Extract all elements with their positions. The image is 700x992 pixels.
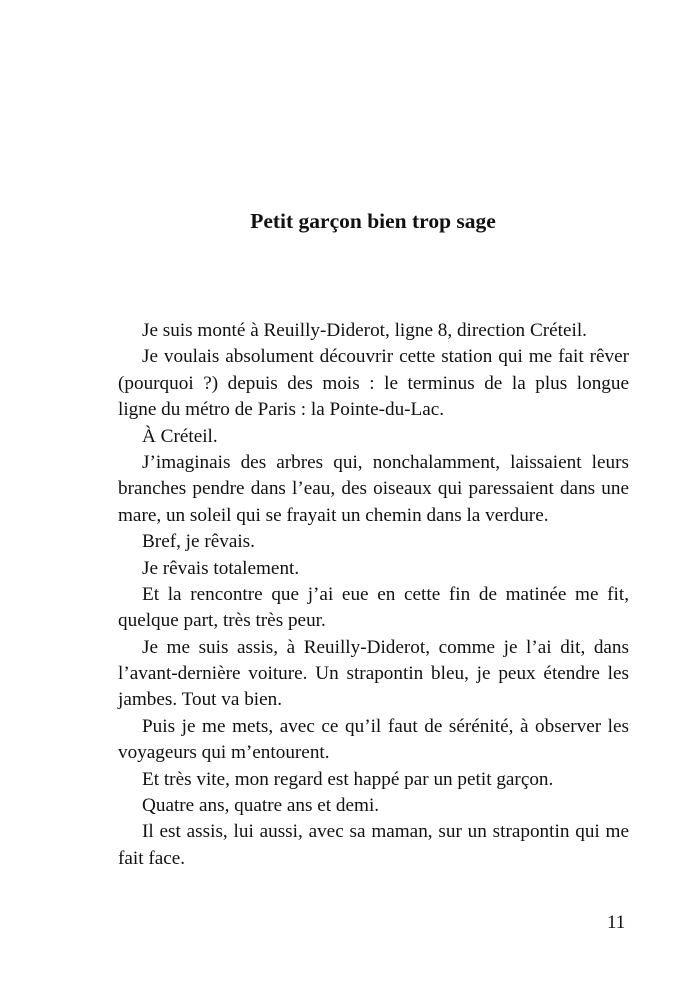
paragraph bbox=[118, 529, 629, 555]
paragraph bbox=[118, 767, 629, 793]
text-line: mare, un soleil qui se frayait un chemin dans la verdure. bbox=[118, 504, 549, 526]
text-line: voyageurs qui m’entourent. bbox=[118, 742, 330, 764]
text-line: Je me suis assis, à Reuilly-Diderot, comme je l’ai dit, dans bbox=[142, 636, 629, 658]
text-line: J’imaginais des arbres qui, nonchalamment, laissaient leurs bbox=[142, 451, 629, 473]
paragraph bbox=[118, 318, 629, 344]
text-line: Je voulais absolument découvrir cette station qui me fait rêver bbox=[142, 346, 629, 368]
chapter-title: Petit garçon bien trop sage bbox=[250, 209, 496, 233]
page-number: 11 bbox=[607, 912, 626, 933]
paragraph bbox=[118, 635, 629, 714]
body-text bbox=[118, 318, 629, 872]
paragraph bbox=[118, 344, 629, 423]
paragraph bbox=[118, 793, 629, 819]
paragraph bbox=[118, 714, 629, 767]
text-line: Et la rencontre que j’ai eue en cette fin de matinée me fit, bbox=[142, 583, 629, 605]
text-line: ligne du métro de Paris : la Pointe-du-Lac. bbox=[118, 399, 445, 421]
paragraph bbox=[118, 450, 629, 529]
paragraph bbox=[118, 556, 629, 582]
paragraph bbox=[118, 582, 629, 635]
text-line: Je suis monté à Reuilly-Diderot, ligne 8, direction Créteil. bbox=[142, 320, 587, 341]
text-line: l’avant-dernière voiture. Un strapontin bleu, je peux étendre les bbox=[118, 663, 629, 685]
text-line: Puis je me mets, avec ce qu’il faut de sérénité, à observer les bbox=[142, 715, 629, 737]
text-line: (pourquoi ?) depuis des mois : le terminus de la plus longue bbox=[118, 372, 629, 394]
text-line: Il est assis, lui aussi, avec sa maman, sur un strapontin qui me bbox=[142, 821, 629, 843]
text-line: Bref, je rêvais. bbox=[142, 531, 255, 553]
text-line: jambes. Tout va bien. bbox=[118, 689, 283, 711]
text-line: À Créteil. bbox=[142, 425, 218, 447]
text-line: Je rêvais totalement. bbox=[142, 557, 300, 579]
paragraph bbox=[118, 819, 629, 872]
text-line: Et très vite, mon regard est happé par un petit garçon. bbox=[142, 768, 554, 790]
text-line: Quatre ans, quatre ans et demi. bbox=[142, 795, 380, 817]
text-line: fait face. bbox=[118, 847, 186, 869]
text-line: quelque part, très très peur. bbox=[118, 610, 326, 632]
paragraph bbox=[118, 424, 629, 450]
text-line: branches pendre dans l’eau, des oiseaux qui paressaient dans une bbox=[118, 478, 629, 500]
